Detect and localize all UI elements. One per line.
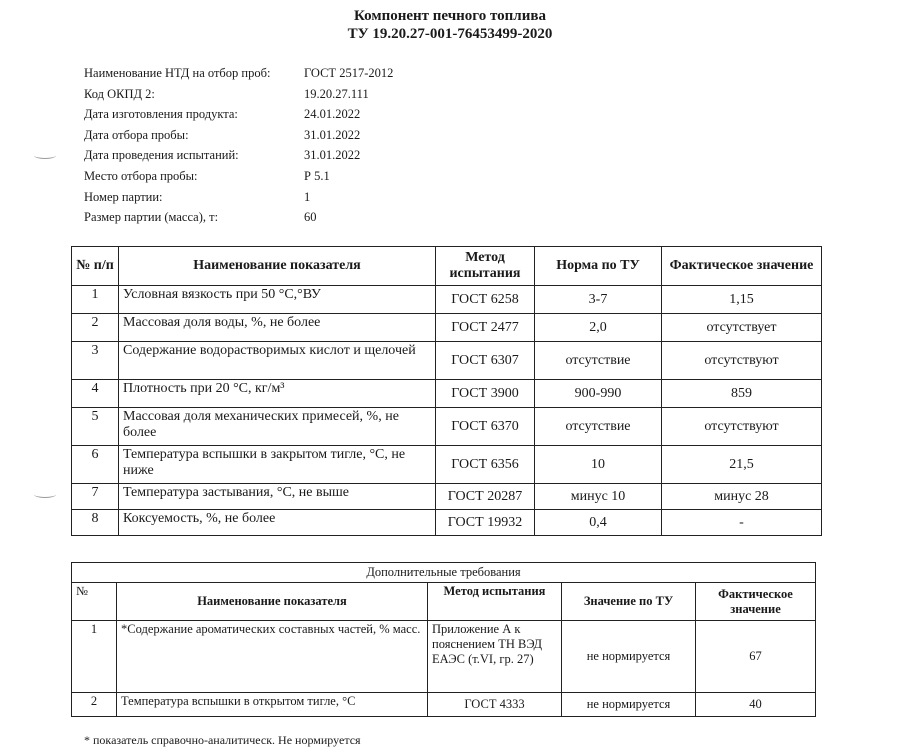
row-fact: отсутствуют <box>662 342 822 380</box>
row-method: ГОСТ 20287 <box>436 484 535 510</box>
meta-label: Размер партии (масса), т: <box>84 210 219 225</box>
table-row <box>72 446 822 484</box>
row-number: 8 <box>72 510 119 536</box>
table-caption-row <box>72 563 816 583</box>
row-norm: 3-7 <box>535 286 662 314</box>
row-name: Массовая доля воды, %, не более <box>119 314 436 342</box>
meta-row <box>84 190 393 211</box>
table-caption: Дополнительные требования <box>72 563 816 583</box>
meta-row <box>84 128 393 149</box>
row-norm: 10 <box>535 446 662 484</box>
header-fact: Фактическое значение <box>696 583 816 621</box>
header-norm: Норма по ТУ <box>535 247 662 286</box>
row-number: 2 <box>72 314 119 342</box>
header-number: № <box>72 583 117 621</box>
row-name: Содержание водорастворимых кислот и щелочей <box>119 342 436 380</box>
meta-value: 24.01.2022 <box>304 107 361 122</box>
row-number: 1 <box>72 286 119 314</box>
row-number: 4 <box>72 380 119 408</box>
row-number: 5 <box>72 408 119 446</box>
row-name: Массовая доля механических примесей, %, не более <box>119 408 436 446</box>
table-row <box>72 342 822 380</box>
row-name: Температура вспышки в открытом тигле, °С <box>117 693 428 717</box>
row-method: ГОСТ 4333 <box>428 693 562 717</box>
scan-mark <box>34 491 56 498</box>
table-row <box>72 314 822 342</box>
row-method: Приложение А к пояснением ТН ВЭД ЕАЭС (т.VI, гр. 27) <box>428 621 562 693</box>
row-number: 7 <box>72 484 119 510</box>
row-name: Температура застывания, °С, не выше <box>119 484 436 510</box>
table-row <box>72 510 822 536</box>
meta-value: 31.01.2022 <box>304 148 361 163</box>
row-fact: 859 <box>662 380 822 408</box>
meta-value: Р 5.1 <box>304 168 330 183</box>
table-row <box>72 408 822 446</box>
meta-label: Место отбора пробы: <box>84 168 198 183</box>
row-name: Условная вязкость при 50 °С,°ВУ <box>119 286 436 314</box>
meta-value: 1 <box>304 189 311 204</box>
row-norm: 900-990 <box>535 380 662 408</box>
meta-label: Код ОКПД 2: <box>84 86 155 101</box>
meta-row <box>84 210 393 231</box>
results-table <box>71 246 822 536</box>
meta-label: Дата отбора пробы: <box>84 127 189 142</box>
row-number: 6 <box>72 446 119 484</box>
row-fact: отсутствуют <box>662 408 822 446</box>
footnote: * показатель справочно-аналитическ. Не нормируется <box>84 733 361 747</box>
row-name: Коксуемость, %, не более <box>119 510 436 536</box>
row-number: 1 <box>72 621 117 693</box>
meta-row <box>84 87 393 108</box>
header-number: № п/п <box>72 247 119 286</box>
meta-label: Дата проведения испытаний: <box>84 148 239 163</box>
meta-row <box>84 66 393 87</box>
row-name: Температура вспышки в закрытом тигле, °С, не ниже <box>119 446 436 484</box>
meta-label: Номер партии: <box>84 189 163 204</box>
header-name: Наименование показателя <box>119 247 436 286</box>
row-method: ГОСТ 19932 <box>436 510 535 536</box>
table-row <box>72 484 822 510</box>
document-spec: ТУ 19.20.27-001-76453499-2020 <box>347 26 553 42</box>
document-title: Компонент печного топлива <box>354 8 546 24</box>
header-method: Метод испытания <box>428 583 562 621</box>
row-norm: отсутствие <box>535 408 662 446</box>
meta-value: 31.01.2022 <box>304 127 361 142</box>
row-method: ГОСТ 6370 <box>436 408 535 446</box>
meta-value: 60 <box>304 210 317 225</box>
table-row <box>72 621 816 693</box>
row-fact: 21,5 <box>662 446 822 484</box>
row-norm: минус 10 <box>535 484 662 510</box>
meta-row <box>84 107 393 128</box>
meta-row <box>84 169 393 190</box>
table-row <box>72 380 822 408</box>
row-fact: - <box>662 510 822 536</box>
row-fact: 1,15 <box>662 286 822 314</box>
additional-requirements-table <box>71 562 816 717</box>
row-method: ГОСТ 6307 <box>436 342 535 380</box>
row-norm: не нормируется <box>562 693 696 717</box>
row-norm: отсутствие <box>535 342 662 380</box>
row-fact: минус 28 <box>662 484 822 510</box>
meta-label: Наименование НТД на отбор проб: <box>84 66 271 80</box>
row-method: ГОСТ 2477 <box>436 314 535 342</box>
header-method: Метод испытания <box>436 247 535 286</box>
row-norm: 2,0 <box>535 314 662 342</box>
row-norm: не нормируется <box>562 621 696 693</box>
table-header-row <box>72 247 822 286</box>
row-norm: 0,4 <box>535 510 662 536</box>
row-name: *Содержание ароматических составных частей, % масс. <box>117 621 428 693</box>
header-name: Наименование показателя <box>117 583 428 621</box>
meta-block <box>84 66 393 231</box>
row-name: Плотность при 20 °С, кг/м³ <box>119 380 436 408</box>
meta-label: Дата изготовления продукта: <box>84 107 238 122</box>
row-number: 3 <box>72 342 119 380</box>
meta-row <box>84 148 393 169</box>
row-method: ГОСТ 6356 <box>436 446 535 484</box>
row-number: 2 <box>72 693 117 717</box>
row-fact: 67 <box>696 621 816 693</box>
table-row <box>72 693 816 717</box>
table-header-row <box>72 583 816 621</box>
row-fact: отсутствует <box>662 314 822 342</box>
header-norm: Значение по ТУ <box>562 583 696 621</box>
row-method: ГОСТ 6258 <box>436 286 535 314</box>
meta-value: 19.20.27.111 <box>304 86 369 101</box>
meta-value: ГОСТ 2517-2012 <box>304 66 394 80</box>
row-fact: 40 <box>696 693 816 717</box>
row-method: ГОСТ 3900 <box>436 380 535 408</box>
scan-mark <box>34 152 56 159</box>
table-row <box>72 286 822 314</box>
header-fact: Фактическое значение <box>662 247 822 286</box>
